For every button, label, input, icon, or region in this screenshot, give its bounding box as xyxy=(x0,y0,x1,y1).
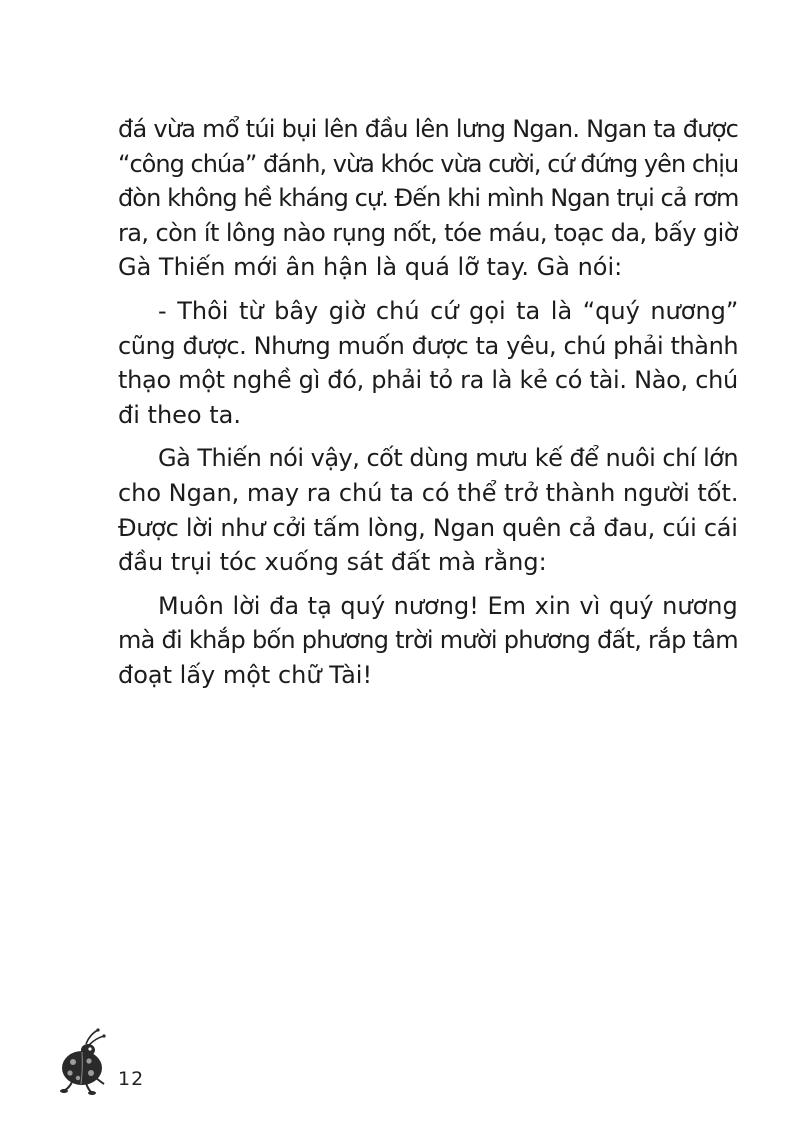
paragraph-2 xyxy=(118,294,738,432)
text-line: đi theo ta. xyxy=(118,400,241,429)
text-line: đá vừa mổ túi bụi lên đầu lên lưng Ngan. Ngan ta được xyxy=(118,115,739,143)
text-line: Được lời như cởi tấm lòng, Ngan quên cả đau, cúi cái xyxy=(118,513,738,542)
text-line: ra, còn ít lông nào rụng nốt, tóe máu, toạc da, bấy giờ xyxy=(118,218,738,247)
text-line: Gà Thiến nói vậy, cốt dùng mưu kế để nuôi chí lớn xyxy=(158,444,739,473)
text-line: đoạt lấy một chữ Tài! xyxy=(118,660,373,689)
text-line: đòn không hề kháng cự. Đến khi mình Ngan trụi cả rơm xyxy=(118,184,739,213)
text-line: cho Ngan, may ra chú ta có thể trở thành người tốt. xyxy=(118,478,739,507)
page-number: 12 xyxy=(118,1068,145,1090)
text-line: mà đi khắp bốn phương trời mười phương đất, rắp tâm xyxy=(118,626,738,655)
text-line: Gà Thiến mới ân hận là quá lỡ tay. Gà nói: xyxy=(118,253,623,282)
paragraph-1 xyxy=(118,112,738,285)
paragraph-4 xyxy=(118,589,738,693)
text-line: đầu trụi tóc xuống sát đất mà rằng: xyxy=(118,548,547,577)
ladybug-beetle-icon xyxy=(56,1026,116,1096)
text-line: thạo một nghề gì đó, phải tỏ ra là kẻ có tài. Nào, chú xyxy=(118,366,738,395)
text-line: Muôn lời đa tạ quý nương! Em xin vì quý nương xyxy=(158,591,738,620)
text-line: - Thôi từ bây giờ chú cứ gọi ta là “quý nương” xyxy=(158,296,739,325)
text-line: cũng được. Nhưng muốn được ta yêu, chú phải thành xyxy=(118,331,739,360)
body-text xyxy=(118,112,738,693)
paragraph-3 xyxy=(118,441,738,579)
text-line: “công chúa” đánh, vừa khóc vừa cười, cứ đứng yên chịu xyxy=(118,149,739,178)
